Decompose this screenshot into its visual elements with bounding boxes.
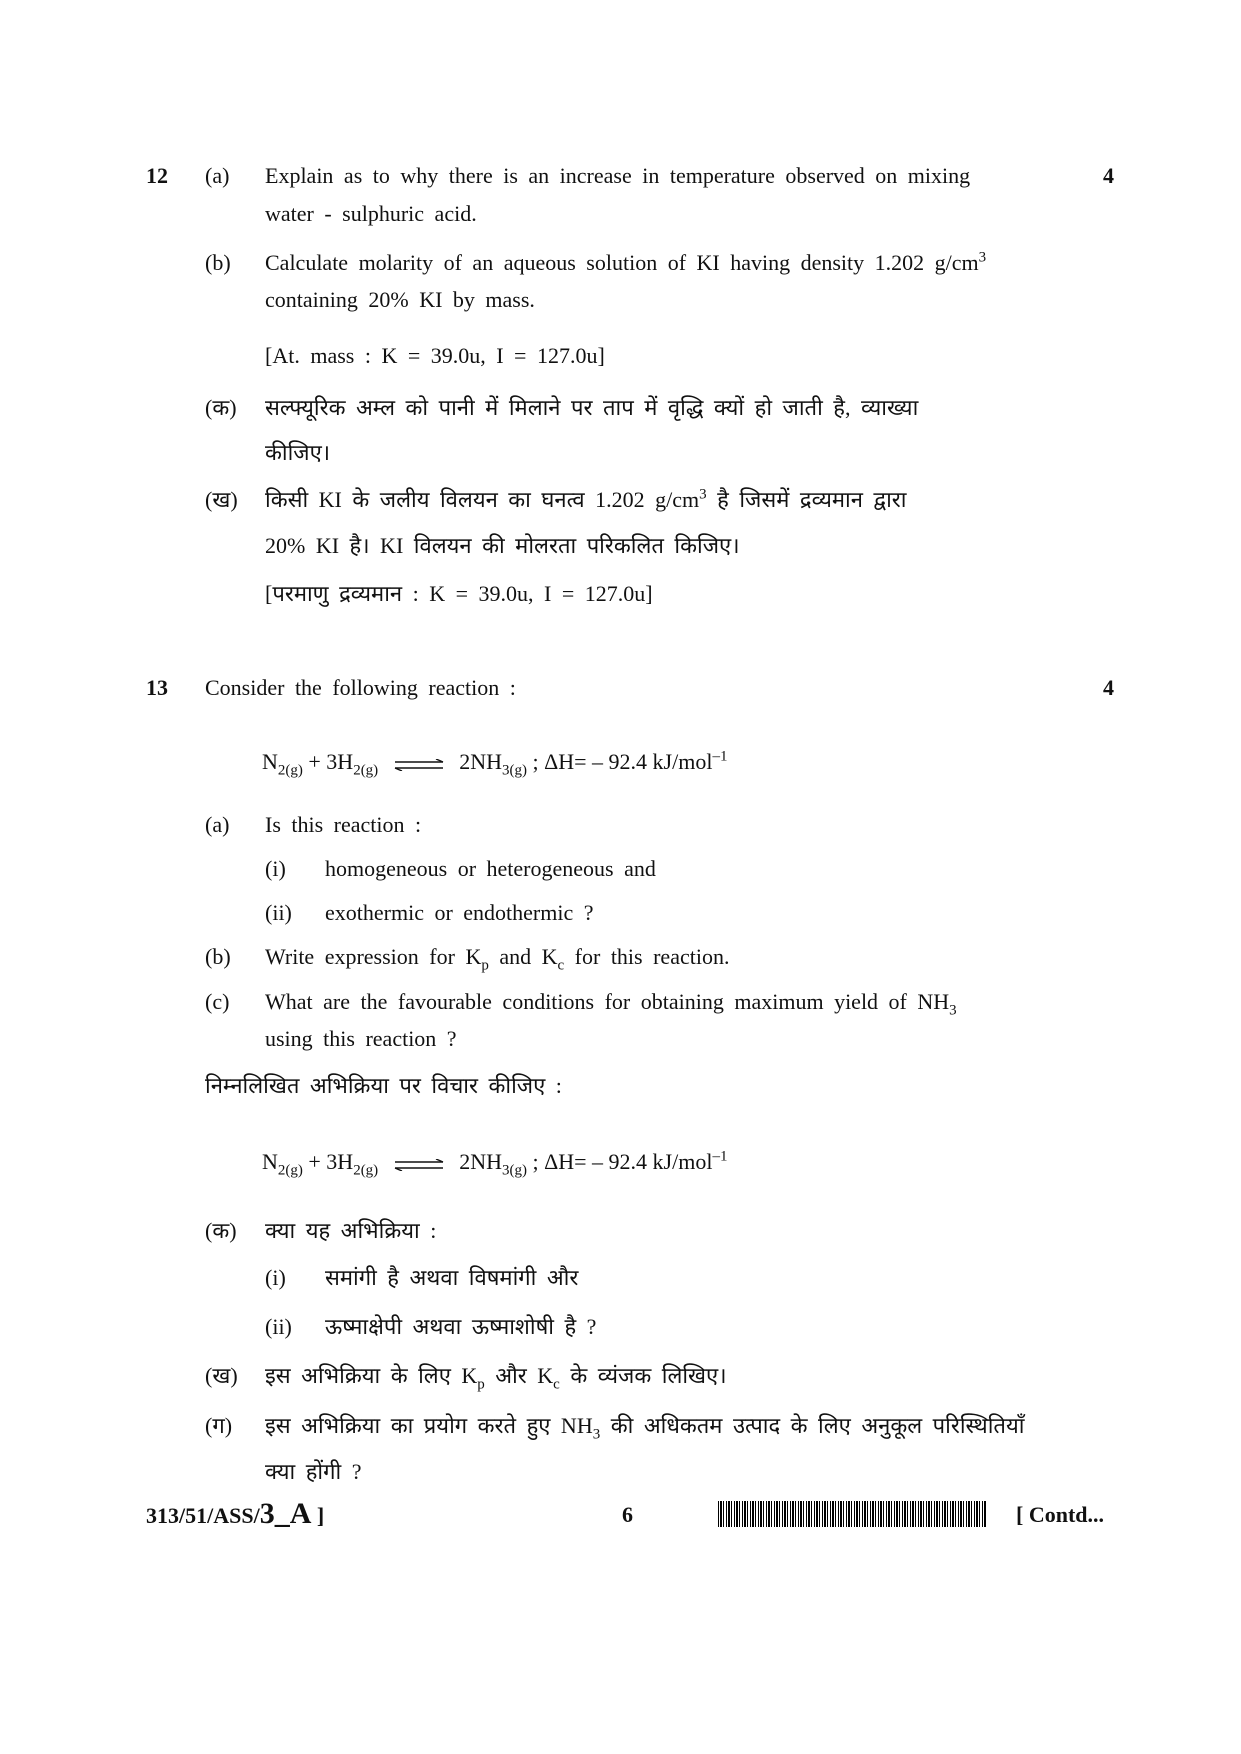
q12-b-line1: Calculate molarity of an aqueous solution of KI having density 1.202 $g/cm^3$ bbox=[265, 249, 987, 275]
q13-b-label: (b) bbox=[205, 944, 231, 969]
q13-ka-i-label: (i) bbox=[265, 1265, 286, 1290]
q13-kha-text: इस अभिक्रिया के लिए $K_p$ और $K_c$ के व्यंजक लिखिए। bbox=[265, 1363, 727, 1393]
q13-ka-label: (क) bbox=[205, 1218, 237, 1243]
q13-a-i-text: homogeneous or heterogeneous and bbox=[325, 856, 656, 881]
q12-kha-line2: 20% KI है। KI विलयन की मोलरता परिकलित किजिए। bbox=[265, 533, 740, 558]
question-12-number: 12 bbox=[146, 163, 168, 188]
q13-kha-label: (ख) bbox=[205, 1363, 238, 1388]
q13-ka-i-text: समांगी है अथवा विषमांगी और bbox=[325, 1265, 579, 1290]
q13-ga-label: (ग) bbox=[205, 1413, 233, 1438]
q13-hindi-intro: निम्नलिखित अभिक्रिया पर विचार कीजिए : bbox=[205, 1073, 562, 1098]
equilibrium-arrow-icon bbox=[394, 1150, 444, 1178]
q12-kha-label: (ख) bbox=[205, 487, 238, 512]
q13-ka-text: क्या यह अभिक्रिया : bbox=[265, 1218, 437, 1243]
q13-c-line2: using this reaction ? bbox=[265, 1026, 457, 1051]
q13-intro: Consider the following reaction : bbox=[205, 675, 516, 700]
q12-a-line1: Explain as to why there is an increase in temperature observed on mixing bbox=[265, 163, 971, 188]
q13-c-line1: What are the favourable conditions for obtaining maximum yield of $NH_3$ bbox=[265, 989, 957, 1019]
q13-b-text: Write expression for $K_p$ and $K_c$ for this reaction. bbox=[265, 944, 730, 974]
q13-ga-line1: इस अभिक्रिया का प्रयोग करते हुए $NH_3$ की अधिकतम उत्पाद के लिए अनुकूल परिस्थितियाँ bbox=[265, 1413, 1025, 1443]
q13-equation-hi: $N_{2(g)} + 3H_{2(g)}$ $2NH_{3(g)}$ ; ΔH= – 92.4 kJ/mol$^{-1}$ bbox=[262, 1148, 728, 1179]
q13-ka-ii-text: ऊष्माक्षेपी अथवा ऊष्माशोषी है ? bbox=[325, 1314, 597, 1339]
q12-marks: 4 bbox=[1103, 163, 1114, 188]
q12-a-line2: water - sulphuric acid. bbox=[265, 201, 477, 226]
q12-ka-label: (क) bbox=[205, 395, 237, 420]
q12-kha-line3: [परमाणु द्रव्यमान : K = 39.0u, I = 127.0u] bbox=[265, 581, 653, 606]
q12-b-line3: [At. mass : K = 39.0u, I = 127.0u] bbox=[265, 343, 605, 368]
q13-a-ii-text: exothermic or endothermic ? bbox=[325, 900, 594, 925]
q12-b-label: (b) bbox=[205, 250, 231, 275]
q13-c-label: (c) bbox=[205, 989, 230, 1014]
paper-code: 313/51/ASS/3_A ] bbox=[146, 1497, 325, 1530]
q13-ga-line2: क्या होंगी ? bbox=[265, 1459, 362, 1484]
q12-kha-line1: किसी KI के जलीय विलयन का घनत्व 1.202 $g/cm^3$ है जिसमें द्रव्यमान द्वारा bbox=[265, 486, 907, 512]
q13-ka-ii-label: (ii) bbox=[265, 1314, 292, 1339]
q13-a-i-label: (i) bbox=[265, 856, 286, 881]
q12-b-line2: containing 20% KI by mass. bbox=[265, 287, 535, 312]
barcode bbox=[718, 1501, 986, 1527]
q12-ka-line1: सल्फ्यूरिक अम्ल को पानी में मिलाने पर ताप में वृद्धि क्यों हो जाती है, व्याख्या bbox=[265, 395, 919, 420]
q13-a-text: Is this reaction : bbox=[265, 812, 422, 837]
q13-equation-en: $N_{2(g)} + 3H_{2(g)}$ $2NH_{3(g)}$ ; ΔH= – 92.4 kJ/mol$^{-1}$ bbox=[262, 748, 728, 779]
page-number: 6 bbox=[622, 1502, 633, 1527]
q13-a-label: (a) bbox=[205, 812, 230, 837]
equilibrium-arrow-icon bbox=[394, 750, 444, 778]
q13-marks: 4 bbox=[1103, 675, 1114, 700]
q13-a-ii-label: (ii) bbox=[265, 900, 292, 925]
q12-ka-line2: कीजिए। bbox=[265, 440, 331, 465]
q12-a-label: (a) bbox=[205, 163, 230, 188]
question-13-number: 13 bbox=[146, 675, 168, 700]
contd-label: [ Contd... bbox=[1016, 1502, 1105, 1527]
